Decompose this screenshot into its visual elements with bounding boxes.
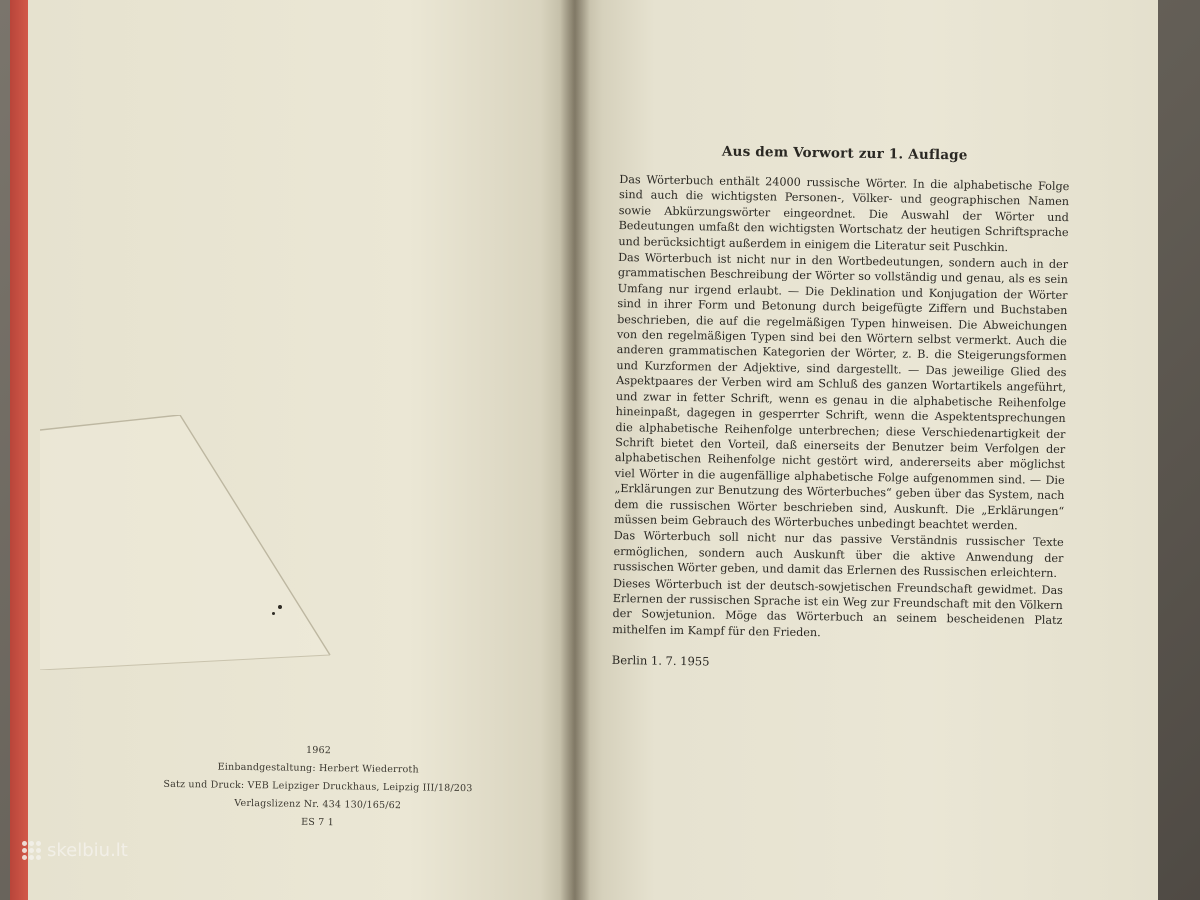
preface-section	[612, 138, 1070, 677]
imprint-binding: Einbandgestaltung: Herbert Wiederroth	[217, 761, 419, 776]
left-page	[28, 0, 573, 900]
watermark-text: skelbiu.lt	[47, 840, 128, 861]
ink-speck	[278, 605, 282, 609]
book-gutter	[560, 0, 590, 900]
preface-date: Berlin 1. 7. 1955	[611, 653, 710, 669]
preface-paragraph: Dieses Wörterbuch ist der deutsch-sowjetischen Freundschaft gewidmet. Das Erlernen der russischen Sprache ist ein Weg zur Freundschaft mit den Völkern der Sowjetunion. Möge das Wörterbuch an seinem bescheidenen Platz mithelfen im Kampf für den Frieden.	[612, 576, 1064, 639]
imprint-license: Verlagslizenz Nr. 434 130/165/62	[234, 797, 402, 812]
grid-dots-icon	[22, 841, 41, 860]
watermark	[22, 840, 128, 861]
imprint-block	[137, 739, 498, 834]
imprint-year: 1962	[305, 744, 332, 757]
imprint-printer: Satz und Druck: VEB Leipziger Druckhaus, Leipzig III/18/203	[163, 778, 473, 795]
preface-paragraph: Das Wörterbuch soll nicht nur das passive Verständnis russischer Texte ermöglichen, sondern auch Auskunft über die aktive Anwendung der russischen Wörter geben, und damit das Erlernen des Russischen erleichtern.	[613, 529, 1064, 581]
preface-paragraph: Das Wörterbuch enthält 24000 russische Wörter. In die alphabetische Folge sind auch die wichtigsten Personen-, Völker- und geographischen Namen sowie Abkürzungswörter eingeordnet. Die Auswahl der Wörter und Bedeutungen umfaßt den wichtigsten Wortschatz der heutigen Schriftsprache und berücksichtigt außerdem in einigem die Literatur seit Puschkin.	[618, 172, 1070, 254]
imprint-code: ES 7 1	[301, 816, 334, 829]
preface-heading: Aus dem Vorwort zur 1. Auflage	[721, 143, 968, 164]
ink-speck	[272, 612, 275, 615]
preface-paragraph: Das Wörterbuch ist nicht nur in den Wortbedeutungen, sondern auch in der grammatischen Beschreibung der Wörter so vollständig und genau, als es sein Umfang nur irgend erlaubt. — Die Deklination und Konjugation der Wörter sind in ihrer Form und Betonung durch beigefügte Ziffern und Buchstaben beschrieben, die auf die regelmäßigen Typen hinweisen. Die Abweichungen von den regelmäßigen Typen sind bei den Wörtern selbst vermerkt. Auch die anderen grammatischen Kategorien der Wörter, z. B. die Steigerungsformen und Kurzformen der Adjektive, sind dargestellt. — Das jeweilige Glied des Aspektpaares der Verben wird am Schluß des ganzen Wortartikels angeführt, und zwar in fetter Schrift, wenn es genau in die alphabetische Reihenfolge hineinpaßt, dagegen in gesperrter Schrift, wenn die Aspektentsprechungen die alphabetische Reihenfolge unterbrechen; diese Verschiedenartigkeit der Schrift bietet den Vorteil, daß einerseits der Benutzer beim Verfolgen der alphabetischen Reihenfolge nicht gestört wird, andererseits aber möglichst viel Wörter in die augenfällige alphabetische Folge aufgenommen sind. — Die „Erklärungen zur Benutzung des Wörterbuches“ geben über das System, nach dem die russischen Wörter beschrieben sind, Auskunft. Die „Erklärungen“ müssen beim Gebrauch des Wörterbuches unbedingt beachtet werden.	[613, 251, 1069, 533]
page-fold-crease	[40, 415, 340, 670]
